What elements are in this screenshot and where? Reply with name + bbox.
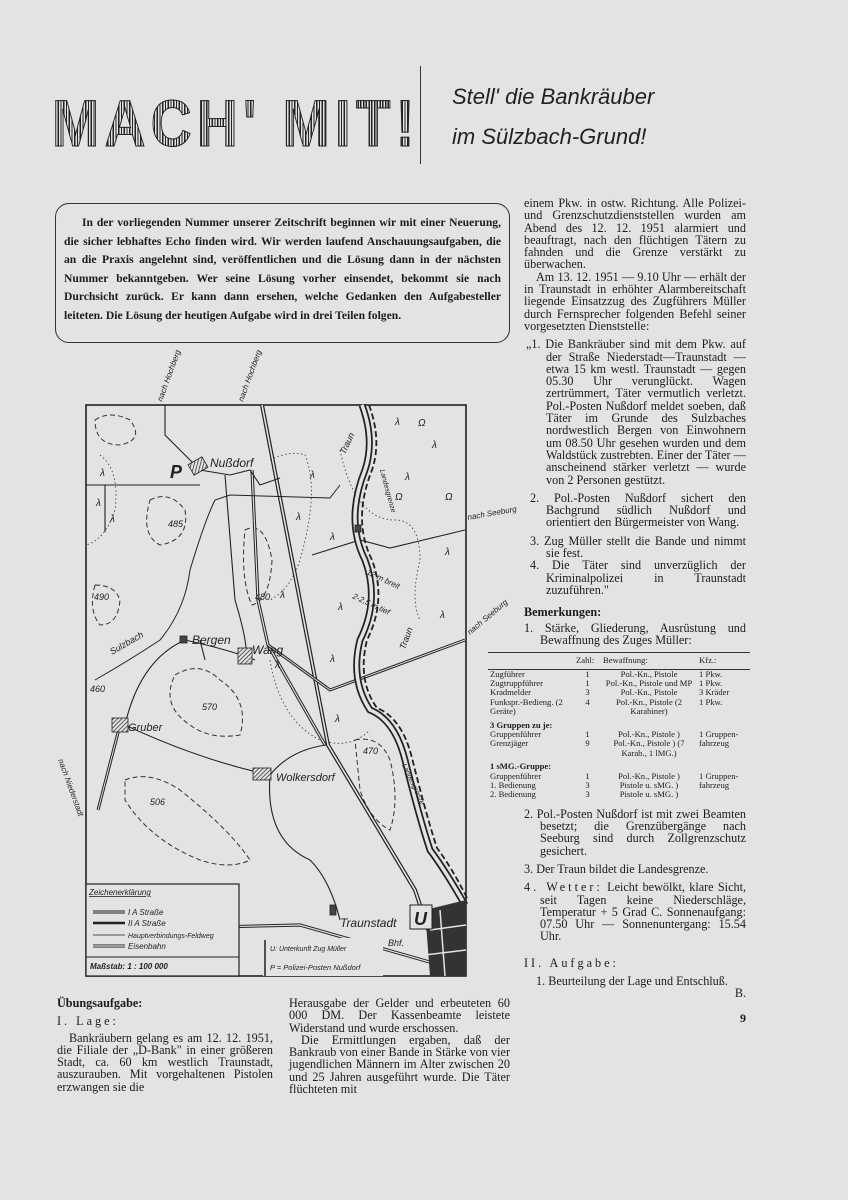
author-initial: B.	[734, 986, 746, 1001]
svg-text:λ: λ	[330, 654, 335, 665]
sulzbach-stream	[95, 485, 340, 680]
cell-label: Gruppenführer	[490, 728, 542, 739]
legend-title: Zeichenerklärung	[89, 888, 151, 897]
svg-text:λ: λ	[330, 532, 335, 543]
svg-text:Ω: Ω	[395, 492, 403, 503]
lage-paragraph-1: Bankräubern gelang es am 12. 12. 1951, die Filiale der „D-Bank" in einer größeren Stadt, ca. 60 km westlich Traunstadt, auszurauben. Mit vorgehaltenen Pistolen erzwangen sie die	[57, 1030, 273, 1094]
col-header: Zahl:	[574, 653, 601, 669]
task-1-text: 1. Beurteilung der Lage und Entschluß.	[536, 974, 728, 989]
task-heading: II. Aufgabe:	[524, 955, 619, 970]
svg-text:λ: λ	[432, 440, 437, 451]
unit-equipment-table	[488, 652, 750, 800]
order-item-2: 2. Pol.-Posten Nußdorf sichert den Bachgrund südlich Nußdorf und orientiert den Bürgermeister von Wang.	[530, 490, 746, 530]
cell-zahl: 1	[585, 668, 590, 679]
table-row	[488, 790, 750, 799]
legend-p-note: P = Polizei-Posten Nußdorf	[270, 963, 361, 972]
cell-bew: Pol.-Kn., Pistole )	[618, 770, 680, 781]
cell-zahl: 9	[585, 738, 590, 749]
cell-label: Grenzjäger	[490, 738, 529, 749]
cell-label: Gruppenführer	[490, 770, 542, 781]
group-label: 1 sMG.-Gruppe:	[490, 761, 552, 772]
river-traun	[355, 405, 467, 905]
cell-kfz: 3 Kräder	[699, 687, 730, 698]
label-nach-niederstadt: nach Niederstadt	[56, 757, 86, 818]
svg-text:Ω: Ω	[418, 418, 426, 429]
cell-kfz: 1 Pkw.	[699, 696, 723, 707]
cell-zahl: 3	[585, 779, 590, 790]
left-column-1	[57, 997, 273, 1093]
remarks-heading: Bemerkungen:	[524, 605, 602, 620]
cell-zahl: 3	[585, 789, 590, 800]
right-paragraph-1: einem Pkw. in ostw. Richtung. Alle Polizei- und Grenzschutzdienststellen wurden am Abend des 12. 12. 1951 alarmiert und beauftragt, nach den flüchtigen Tätern zu fahnden und die Grenze verstärkt zu überwachen.	[524, 196, 746, 272]
label-traun-2: Traun	[397, 625, 415, 651]
svg-text:λ: λ	[275, 660, 280, 671]
label-u: U	[414, 909, 427, 929]
task-1	[524, 974, 746, 1001]
label-wolkersdorf: Wolkersdorf	[276, 772, 335, 784]
cell-label: Funkspr.-Bedieng. (2 Geräte)	[490, 696, 563, 717]
legend-item: I A Straße	[128, 908, 164, 917]
cell-bew: Pol.-Kn., Pistole	[620, 687, 678, 698]
cell-kfz	[697, 790, 750, 799]
lage-paragraph-2: Herausgabe der Gelder und erbeuteten 60 000 DM. Der Kassenbeamte leistete Widerstand und wurde erschossen.	[289, 996, 510, 1035]
remark-2: 2. Pol.-Posten Nußdorf ist mit zwei Beamten besetzt; die Grenzübergänge nach Seeburg sind durch Zollgrenzschutz gesichert.	[524, 806, 746, 858]
label-landesgrenze-1: Landesgrenze	[378, 468, 397, 514]
label-nach-hochberg-2: nach Hochberg	[236, 348, 264, 403]
height-label: 480	[255, 592, 271, 602]
cell-zahl: 1	[585, 770, 590, 781]
cell-label: Kradmelder	[490, 687, 532, 698]
order-item-4: 4. Die Täter sind unverzüglich der Kriminalpolizei in Traunstadt zuzuführen."	[530, 558, 746, 597]
right-column	[490, 196, 747, 1025]
label-nach-hochberg-1: nach Hochberg	[155, 348, 183, 403]
svg-text:λ: λ	[310, 470, 315, 481]
svg-text:λ: λ	[280, 590, 285, 601]
height-label: 490	[94, 592, 110, 602]
svg-text:λ: λ	[445, 547, 450, 558]
svg-text:λ: λ	[405, 472, 410, 483]
legend-item: II A Straße	[128, 919, 166, 928]
magazine-section-title: MACH' MIT!	[52, 86, 420, 160]
cell-kfz: 1 Pkw.	[699, 677, 723, 688]
cell-kfz: 1 Gruppen-	[699, 728, 739, 739]
subtitle-line-2: im Sülzbach-Grund!	[452, 124, 647, 149]
order-item-1: „1. Die Bankräuber sind mit dem Pkw. auf der Straße Niederstadt—Traunstadt — etwa 15 km westl. Traunstadt — gegen 05.30 Uhr verunglückt. Wagen zertrümmert, Täter vermutlich verletzt. Pol.-Posten Nußdorf meldet soeben, daß Täter im Grunde des Sulzbaches nordwestlich Bergen von Einwohnern um 08.50 Uhr gesehen wurden und dem Waldstück zustrebten. Einer der Täter — anscheinend stärker verletzt — wurde von 2 Personen gestützt.	[526, 337, 746, 487]
col-header	[488, 653, 574, 669]
cell-zahl: 4	[585, 696, 590, 707]
intro-box: In der vorliegenden Nummer unserer Zeitschrift beginnen wir mit einer Neuerung, die sicher lebhaftes Echo finden wird. Wir werden laufend Anschauungsaufgaben, die an die Praxis angelehnt sind, veröffentlichen und die Lösung dann in der nächsten Nummer bekanntgeben. Wer seine Lösung vorher einsendet, bekommt sie nach Durchsicht zurück. Er kann dann ersehen, welche Gedanken den Aufgabesteller leiteten. Die Lösung der heutigen Aufgabe wird in drei Teilen folgen.	[55, 203, 510, 343]
label-sulzbach: Sulzbach	[108, 629, 146, 657]
cell-kfz: fahrzeug	[699, 779, 730, 790]
cell-bew: Pol.-Kn., Pistole und MP	[605, 677, 693, 688]
unit-table-wrap	[488, 652, 750, 800]
cell-kfz: 1 Pkw.	[699, 668, 723, 679]
label-p: P	[170, 462, 183, 482]
svg-text:λ: λ	[440, 610, 445, 621]
cell-bew: Pol.-Kn., Pistole (2 Karabiner)	[615, 696, 683, 717]
cell-kfz: fahrzeug	[699, 738, 730, 749]
page-number: 9	[740, 1010, 746, 1025]
cell-kfz: 1 Gruppen-	[699, 770, 739, 781]
label-gruber: Gruber	[128, 722, 163, 734]
cell-label: Zugführer	[490, 668, 525, 679]
height-label: 470	[363, 746, 379, 756]
label-nach-seeburg-1: nach Seeburg	[466, 504, 518, 522]
col-header: Kfz.:	[697, 653, 750, 669]
height-label: 485	[168, 519, 184, 529]
label-landesgrenze-2: Landesgrenze	[400, 762, 426, 807]
svg-text:λ: λ	[338, 602, 343, 613]
cell-bew: Pistole u. sMG. )	[619, 779, 679, 790]
table-row	[488, 739, 750, 758]
section-lage-heading: I. Lage:	[57, 1014, 119, 1029]
table-group-row	[488, 758, 750, 771]
weather-label: 4. Wetter:	[524, 880, 603, 895]
remark-3: 3. Der Traun bildet die Landesgrenze.	[524, 861, 709, 876]
cell-bew: Pol.-Kn., Pistole )	[618, 728, 680, 739]
svg-text:λ: λ	[296, 512, 301, 523]
svg-text:λ: λ	[110, 514, 115, 525]
height-label: 506	[150, 797, 166, 807]
svg-text:λ: λ	[395, 417, 400, 428]
cell-zahl: 1	[585, 728, 590, 739]
remark-4	[524, 881, 746, 942]
label-river-depth: 2-2,5 m tief	[351, 591, 392, 617]
lage-paragraph-3: Die Ermittlungen ergaben, daß der Bankraub von einer Bande in Stärke von vier jugendlichen Männern im Alter zwischen 20 und 25 Jahren ausgeführt wurde. Die Täter flüchteten mit	[289, 1032, 510, 1097]
svg-text:λ: λ	[335, 714, 340, 725]
cell-zahl: 1	[585, 677, 590, 688]
table-row	[488, 698, 750, 717]
cell-bew: Pol.-Kn., Pistole	[620, 668, 678, 679]
group-label: 3 Gruppen zu je:	[490, 719, 553, 730]
col-header: Bewaffnung:	[601, 653, 697, 669]
label-nussdorf: Nußdorf	[210, 456, 254, 470]
cell-bew: Pol.-Kn., Pistole ) (7 Karab., 1 lMG.)	[613, 738, 685, 758]
right-paragraph-2: Am 13. 12. 1951 — 9.10 Uhr — erhält der in Traunstadt in erhöhter Alarmbereitschaft liegende Einsatzzug des Zugführers Müller durch Fernsprecher folgenden Befehl seiner vorgesetzten Dienststelle:	[524, 269, 746, 333]
label-traun-1: Traun	[337, 430, 357, 456]
legend-item: Eisenbahn	[128, 942, 166, 951]
map-legend	[86, 884, 383, 976]
legend-item: Hauptverbindungs-Feldweg	[128, 933, 214, 940]
remark-1: 1. Stärke, Gliederung, Ausrüstung und Bewaffnung des Zuges Müller:	[524, 620, 746, 647]
cell-label: 1. Bedienung	[490, 779, 536, 790]
label-traunstadt: Traunstadt	[340, 916, 397, 930]
weather-text: Leicht bewölkt, klare Sicht, seit Tagen keine Niederschläge, Temperatur + 5 Grad C. Sonnenaufgang: 07.50 Uhr — Sonnenuntergang: 15.54 Uhr.	[540, 880, 747, 944]
legend-scale: Maßstab: 1 : 100 000	[90, 962, 168, 971]
height-label: 460	[90, 684, 106, 694]
height-label: 570	[202, 702, 218, 712]
cell-label: 2. Bedienung	[490, 789, 536, 800]
cell-label: Zugtruppführer	[490, 677, 543, 688]
svg-text:λ: λ	[96, 498, 101, 509]
exercise-heading: Übungsaufgabe:	[57, 996, 143, 1010]
left-column-2	[289, 997, 510, 1095]
label-wang: Wang	[252, 643, 284, 657]
order-item-3: 3. Zug Müller stellt die Bande und nimmt sie fest.	[530, 533, 746, 561]
cell-zahl: 3	[585, 687, 590, 698]
label-bergen: Bergen	[192, 633, 231, 647]
label-river-width: 12 m breit	[365, 567, 402, 591]
legend-u-note: U: Unterkunft Zug Müller	[270, 946, 347, 953]
table-group-row	[488, 717, 750, 730]
label-bhf: Bhf.	[388, 938, 405, 948]
svg-text:Ω: Ω	[445, 492, 453, 503]
label-nach-seeburg-2: nach Seeburg	[465, 597, 510, 637]
subtitle-line-1: Stell' die Bankräuber	[452, 84, 655, 109]
svg-text:λ: λ	[100, 468, 105, 479]
main-road-ia	[262, 405, 440, 965]
cell-bew: Pistole u. sMG. )	[619, 789, 679, 800]
